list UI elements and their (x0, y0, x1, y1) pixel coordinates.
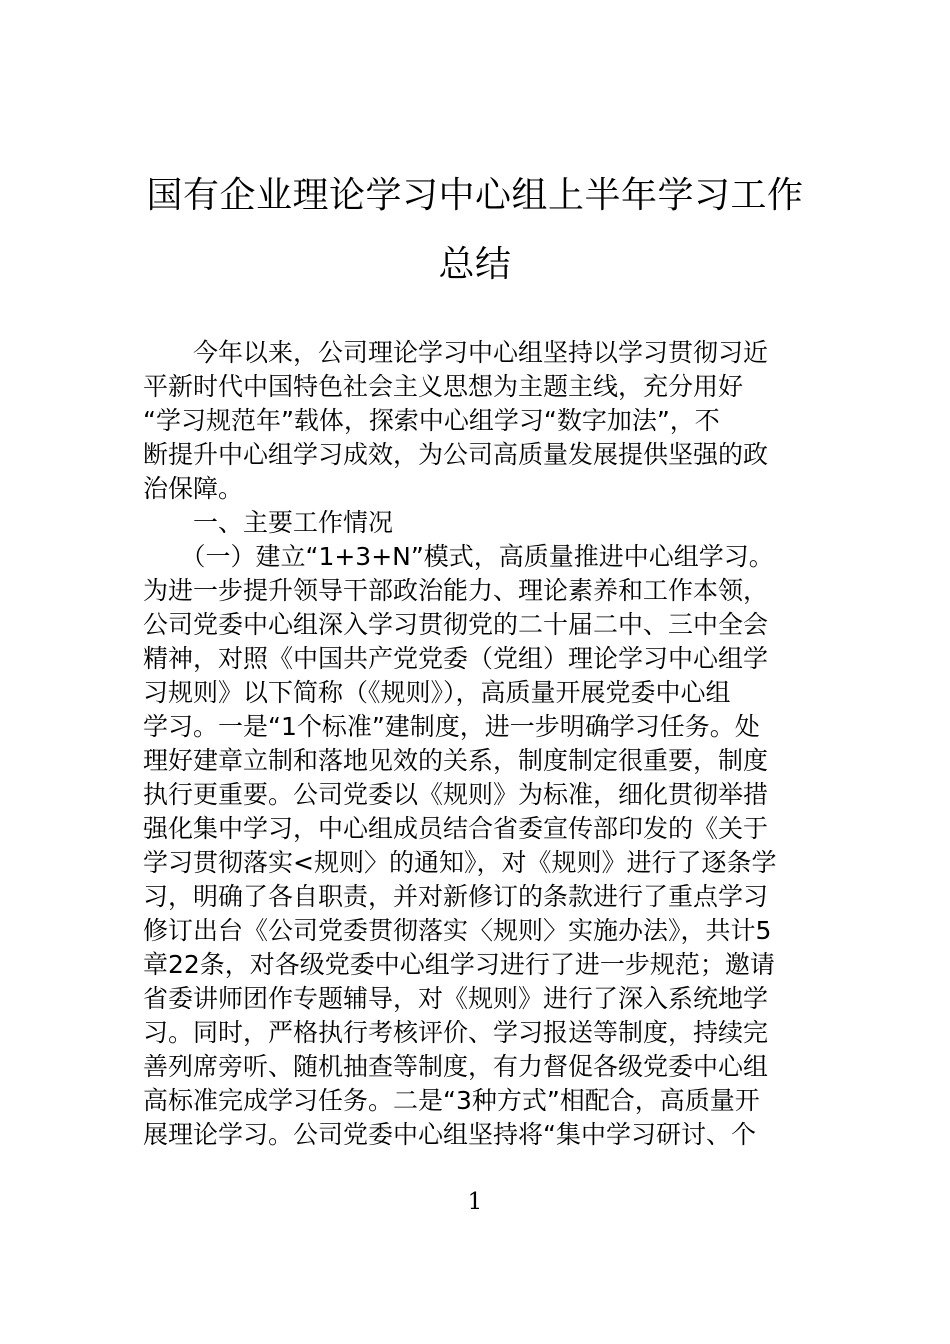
body-line: 强化集中学习，中心组成员结合省委宣传部印发的《关于 (143, 814, 769, 843)
body-line: 习，明确了各自职责，并对新修订的条款进行了重点学习 (143, 882, 769, 911)
body-line: 展理论学习。公司党委中心组坚持将“集中学习研讨、个 (143, 1120, 756, 1149)
body-line: 公司党委中心组深入学习贯彻党的二十届二中、三中全会 (143, 610, 769, 639)
section-heading: 一、主要工作情况 (143, 508, 394, 537)
body-line: 平新时代中国特色社会主义思想为主题主线，充分用好 (143, 372, 744, 401)
document-title-line-2: 总结 (438, 244, 512, 285)
body-line: 今年以来，公司理论学习中心组坚持以学习贯彻习近 (143, 338, 769, 367)
body-line: 执行更重要。公司党委以《规则》为标准，细化贯彻举措 (143, 780, 769, 809)
document-title-line-1: 国有企业理论学习中心组上半年学习工作 (146, 175, 804, 216)
body-line: 章22条，对各级党委中心组学习进行了进一步规范；邀请 (143, 950, 775, 979)
subsection-heading: （一）建立“1+3+N”模式，高质量推进中心组学习。 (143, 542, 774, 571)
body-line: 善列席旁听、随机抽查等制度，有力督促各级党委中心组 (143, 1052, 769, 1081)
body-line: 为进一步提升领导干部政治能力、理论素养和工作本领， (143, 576, 769, 605)
body-line: 学习。一是“1个标准”建制度，进一步明确学习任务。处 (143, 712, 760, 741)
page-number: 1 (467, 1189, 483, 1215)
body-line: 学习贯彻落实<规则〉的通知》，对《规则》进行了逐条学 (143, 848, 777, 877)
body-line: 治保障。 (143, 474, 244, 503)
body-line: 精神，对照《中国共产党党委（党组）理论学习中心组学 (143, 644, 769, 673)
body-line: “学习规范年”载体，探索中心组学习“数字加法”，不 (143, 406, 720, 435)
body-line: 理好建章立制和落地见效的关系，制度制定很重要，制度 (143, 746, 769, 775)
body-line: 断提升中心组学习成效，为公司高质量发展提供坚强的政 (143, 440, 769, 469)
body-line: 修订出台《公司党委贯彻落实〈规则〉实施办法》，共计5 (143, 916, 772, 945)
body-line: 习。同时，严格执行考核评价、学习报送等制度，持续完 (143, 1018, 769, 1047)
body-line: 习规则》以下简称（《规则》），高质量开展党委中心组 (143, 678, 731, 707)
body-line: 高标准完成学习任务。二是“3种方式”相配合，高质量开 (143, 1086, 760, 1115)
body-line: 省委讲师团作专题辅导，对《规则》进行了深入系统地学 (143, 984, 769, 1013)
